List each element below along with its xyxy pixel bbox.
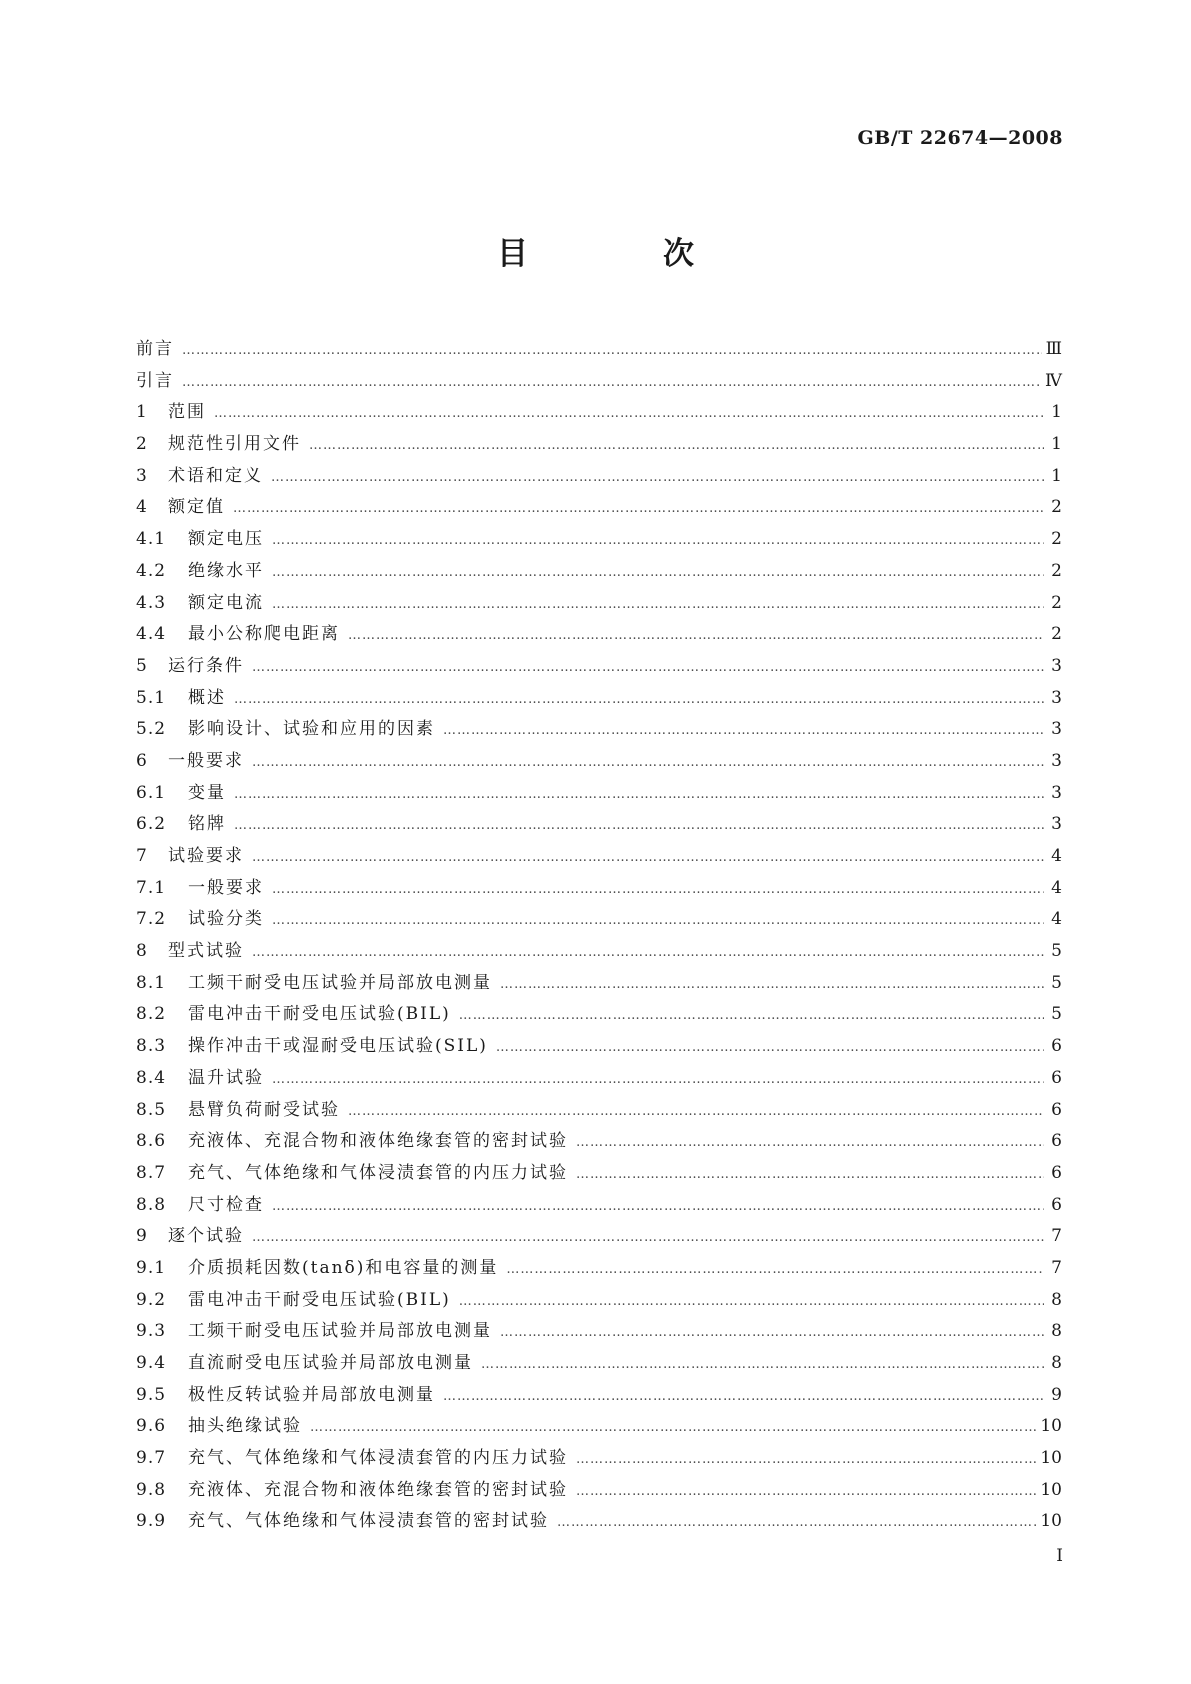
dot-leader — [214, 398, 1044, 430]
toc-entry-number: 4.2 — [136, 560, 167, 581]
toc-entry[interactable] — [136, 619, 1062, 651]
toc-entry[interactable] — [136, 1126, 1062, 1158]
toc-entry-title: 介质损耗因数(tanδ)和电容量的测量 — [188, 1257, 499, 1278]
toc-entry[interactable] — [136, 841, 1062, 873]
toc-entry-page: Ⅲ — [1045, 339, 1062, 359]
toc-entry-page: 3 — [1051, 719, 1062, 740]
toc-entry-number: 9 — [136, 1226, 148, 1247]
toc-entry-title: 逐个试验 — [168, 1226, 244, 1247]
dot-leader — [348, 620, 1044, 652]
toc-entry-number: 9.5 — [136, 1384, 167, 1405]
toc-entry-title: 前言 — [136, 339, 174, 359]
dot-leader — [557, 1507, 1036, 1539]
toc-entry-number: 3 — [136, 465, 148, 486]
toc-entry-page: 6 — [1051, 1099, 1062, 1120]
dot-leader — [271, 462, 1044, 494]
toc-entry-number: 1 — [136, 402, 148, 423]
toc-entry-page: 2 — [1051, 624, 1062, 645]
toc-entry-title: 额定电压 — [188, 529, 264, 550]
toc-entry[interactable] — [136, 492, 1062, 524]
toc-entry-number: 8.8 — [136, 1194, 167, 1215]
dot-leader — [481, 1349, 1044, 1381]
standard-number: GB/T 22674—2008 — [857, 127, 1063, 149]
toc-entry-title: 运行条件 — [168, 655, 244, 676]
toc-entry-page: 4 — [1051, 877, 1062, 898]
dot-leader — [348, 1096, 1044, 1128]
dot-leader — [272, 589, 1044, 621]
toc-entry-number: 6 — [136, 750, 148, 771]
toc-entry[interactable] — [136, 1380, 1062, 1412]
toc-entry-page: 2 — [1051, 497, 1062, 518]
dot-leader — [576, 1476, 1036, 1508]
dot-leader — [272, 525, 1044, 557]
toc-entry-page: 8 — [1051, 1321, 1062, 1342]
toc-entry[interactable] — [136, 1221, 1062, 1253]
toc-entry[interactable] — [136, 683, 1062, 715]
toc-entry[interactable] — [136, 746, 1062, 778]
dot-leader — [234, 810, 1044, 842]
toc-entry[interactable] — [136, 524, 1062, 556]
dot-leader — [252, 842, 1044, 874]
toc-entry-page: 8 — [1051, 1353, 1062, 1373]
toc-entry-page: 6 — [1051, 1162, 1062, 1183]
toc-entry-title: 型式试验 — [168, 941, 244, 962]
toc-entry-number: 2 — [136, 434, 148, 455]
toc-entry-page: 7 — [1051, 1226, 1062, 1247]
dot-leader — [443, 715, 1044, 747]
toc-entry[interactable] — [136, 1253, 1062, 1285]
toc-entry-page: 6 — [1051, 1067, 1062, 1088]
toc-entry-number: 9.4 — [136, 1353, 167, 1373]
dot-leader — [500, 969, 1044, 1001]
toc-entry[interactable] — [136, 461, 1062, 493]
toc-entry-number: 9.2 — [136, 1289, 167, 1310]
dot-leader — [459, 1286, 1044, 1318]
toc-entry[interactable] — [136, 873, 1062, 905]
toc-entry-number: 8.5 — [136, 1099, 167, 1120]
toc-entry-title: 一般要求 — [188, 877, 264, 898]
toc-entry-number: 9.1 — [136, 1257, 167, 1278]
toc-entry-page: 5 — [1051, 1004, 1062, 1025]
toc-entry-number: 9.8 — [136, 1479, 167, 1500]
dot-leader — [272, 905, 1044, 937]
toc-entry-title: 雷电冲击干耐受电压试验(BIL) — [188, 1004, 451, 1025]
toc-entry[interactable] — [136, 366, 1062, 398]
toc-entry-number: 8.2 — [136, 1004, 167, 1025]
toc-entry-page: 2 — [1051, 592, 1062, 613]
toc-entry-number: 9.9 — [136, 1511, 167, 1532]
toc-entry-title: 概述 — [188, 687, 226, 708]
toc-entry-number: 5.1 — [136, 687, 167, 708]
toc-entry[interactable] — [136, 904, 1062, 936]
toc-entry-number: 9.3 — [136, 1321, 167, 1342]
toc-entry-page: 10 — [1040, 1511, 1062, 1532]
toc-entry-number: 8.6 — [136, 1131, 167, 1152]
table-of-contents — [136, 334, 1062, 1538]
dot-leader — [182, 367, 1041, 399]
dot-leader — [309, 430, 1044, 462]
toc-entry-number: 4.1 — [136, 529, 167, 550]
toc-entry-title: 工频干耐受电压试验并局部放电测量 — [188, 1321, 492, 1342]
dot-leader — [500, 1317, 1044, 1349]
toc-entry-page: 1 — [1051, 402, 1062, 423]
toc-entry-title: 绝缘水平 — [188, 560, 264, 581]
toc-entry-title: 充气、气体绝缘和气体浸渍套管的密封试验 — [188, 1511, 549, 1532]
toc-entry[interactable] — [136, 1348, 1062, 1380]
toc-entry[interactable] — [136, 1095, 1062, 1127]
toc-entry[interactable] — [136, 1411, 1062, 1443]
toc-entry-title: 试验要求 — [168, 846, 244, 866]
toc-entry-page: 3 — [1051, 782, 1062, 803]
toc-entry-page: 1 — [1051, 465, 1062, 486]
dot-leader — [234, 684, 1044, 716]
toc-entry-title: 雷电冲击干耐受电压试验(BIL) — [188, 1289, 451, 1310]
toc-entry-title: 工频干耐受电压试验并局部放电测量 — [188, 972, 492, 993]
dot-leader — [272, 1191, 1044, 1223]
toc-entry-page: 2 — [1051, 529, 1062, 550]
toc-entry-title: 极性反转试验并局部放电测量 — [188, 1384, 435, 1405]
dot-leader — [576, 1444, 1036, 1476]
toc-entry[interactable] — [136, 714, 1062, 746]
toc-entry-title: 温升试验 — [188, 1067, 264, 1088]
toc-entry-title: 充液体、充混合物和液体绝缘套管的密封试验 — [188, 1131, 568, 1152]
toc-entry[interactable] — [136, 1190, 1062, 1222]
toc-entry[interactable] — [136, 556, 1062, 588]
toc-entry-page: 7 — [1051, 1257, 1062, 1278]
toc-entry-number: 4 — [136, 497, 148, 518]
toc-entry-number: 4.4 — [136, 624, 167, 645]
toc-entry-number: 8.4 — [136, 1067, 167, 1088]
toc-entry-number: 8.1 — [136, 972, 167, 993]
toc-entry-number: 4.3 — [136, 592, 167, 613]
toc-entry-title: 术语和定义 — [168, 465, 263, 486]
toc-entry-title: 额定值 — [168, 497, 225, 518]
toc-entry[interactable] — [136, 334, 1062, 366]
dot-leader — [459, 1000, 1044, 1032]
dot-leader — [443, 1381, 1044, 1413]
toc-entry-title: 铭牌 — [188, 814, 226, 835]
toc-entry-page: 3 — [1051, 655, 1062, 676]
toc-entry[interactable] — [136, 1316, 1062, 1348]
dot-leader — [506, 1254, 1044, 1286]
toc-entry-page: 9 — [1051, 1384, 1062, 1405]
toc-entry[interactable] — [136, 809, 1062, 841]
dot-leader — [182, 335, 1042, 367]
toc-entry-page: 3 — [1051, 750, 1062, 771]
toc-entry-title: 充液体、充混合物和液体绝缘套管的密封试验 — [188, 1479, 568, 1500]
toc-entry-page: 10 — [1040, 1416, 1062, 1437]
toc-entry-title: 一般要求 — [168, 750, 244, 771]
toc-entry-page: 4 — [1051, 846, 1062, 866]
toc-entry-page: 5 — [1051, 972, 1062, 993]
dot-leader — [272, 1064, 1044, 1096]
toc-entry-title: 最小公称爬电距离 — [188, 624, 340, 645]
toc-entry-page: 3 — [1051, 687, 1062, 708]
toc-entry-title: 试验分类 — [188, 909, 264, 930]
toc-entry-title: 尺寸检查 — [188, 1194, 264, 1215]
toc-entry-title: 变量 — [188, 782, 226, 803]
toc-entry-number: 7.1 — [136, 877, 167, 898]
toc-entry-page: 6 — [1051, 1131, 1062, 1152]
toc-entry-page: 10 — [1040, 1448, 1062, 1469]
dot-leader — [252, 1222, 1044, 1254]
toc-entry[interactable] — [136, 1506, 1062, 1538]
toc-entry-number: 5 — [136, 655, 148, 676]
toc-entry-title: 充气、气体绝缘和气体浸渍套管的内压力试验 — [188, 1448, 568, 1469]
toc-entry-title: 直流耐受电压试验并局部放电测量 — [188, 1353, 473, 1373]
toc-entry-number: 5.2 — [136, 719, 167, 740]
toc-entry-title: 操作冲击干或湿耐受电压试验(SIL) — [188, 1036, 488, 1057]
toc-entry[interactable] — [136, 588, 1062, 620]
dot-leader — [272, 874, 1044, 906]
toc-entry[interactable] — [136, 1063, 1062, 1095]
toc-entry[interactable] — [136, 651, 1062, 683]
dot-leader — [496, 1032, 1044, 1064]
toc-entry-title: 范围 — [168, 402, 206, 423]
dot-leader — [272, 557, 1044, 589]
toc-entry-title: 悬臂负荷耐受试验 — [188, 1099, 340, 1120]
toc-entry-page: 5 — [1051, 941, 1062, 962]
toc-entry[interactable] — [136, 1285, 1062, 1317]
toc-entry-page: 1 — [1051, 434, 1062, 455]
dot-leader — [234, 779, 1044, 811]
dot-leader — [252, 652, 1044, 684]
dot-leader — [576, 1127, 1044, 1159]
toc-entry-number: 9.6 — [136, 1416, 167, 1437]
toc-entry[interactable] — [136, 778, 1062, 810]
toc-entry-page: 4 — [1051, 909, 1062, 930]
toc-entry-title: 引言 — [136, 370, 174, 391]
dot-leader — [576, 1159, 1044, 1191]
toc-entry-number: 7 — [136, 846, 148, 866]
dot-leader — [310, 1412, 1036, 1444]
toc-entry[interactable] — [136, 1475, 1062, 1507]
toc-entry[interactable] — [136, 968, 1062, 1000]
toc-entry[interactable] — [136, 1443, 1062, 1475]
toc-entry[interactable] — [136, 999, 1062, 1031]
toc-entry[interactable] — [136, 936, 1062, 968]
toc-entry-number: 8.7 — [136, 1162, 167, 1183]
page-title: 目 次 — [497, 236, 746, 272]
toc-entry-title: 额定电流 — [188, 592, 264, 613]
toc-entry-title: 影响设计、试验和应用的因素 — [188, 719, 435, 740]
toc-entry-number: 9.7 — [136, 1448, 167, 1469]
toc-entry[interactable] — [136, 1031, 1062, 1063]
toc-entry-number: 6.2 — [136, 814, 167, 835]
toc-entry-page: 2 — [1051, 560, 1062, 581]
page-folio: I — [1056, 1546, 1063, 1566]
toc-entry-number: 8 — [136, 941, 148, 962]
toc-entry-page: 6 — [1051, 1036, 1062, 1057]
toc-entry[interactable] — [136, 429, 1062, 461]
toc-entry-title: 充气、气体绝缘和气体浸渍套管的内压力试验 — [188, 1162, 568, 1183]
dot-leader — [252, 937, 1044, 969]
toc-entry-page: Ⅳ — [1045, 370, 1062, 391]
toc-entry-number: 6.1 — [136, 782, 167, 803]
toc-entry-page: 8 — [1051, 1289, 1062, 1310]
toc-entry-title: 规范性引用文件 — [168, 434, 301, 455]
toc-entry-page: 10 — [1040, 1479, 1062, 1500]
toc-entry-page: 6 — [1051, 1194, 1062, 1215]
toc-entry-number: 8.3 — [136, 1036, 167, 1057]
dot-leader — [252, 747, 1044, 779]
toc-entry-number: 7.2 — [136, 909, 167, 930]
toc-entry[interactable] — [136, 397, 1062, 429]
toc-entry-page: 3 — [1051, 814, 1062, 835]
toc-entry[interactable] — [136, 1158, 1062, 1190]
toc-entry-title: 抽头绝缘试验 — [188, 1416, 302, 1437]
dot-leader — [233, 493, 1044, 525]
